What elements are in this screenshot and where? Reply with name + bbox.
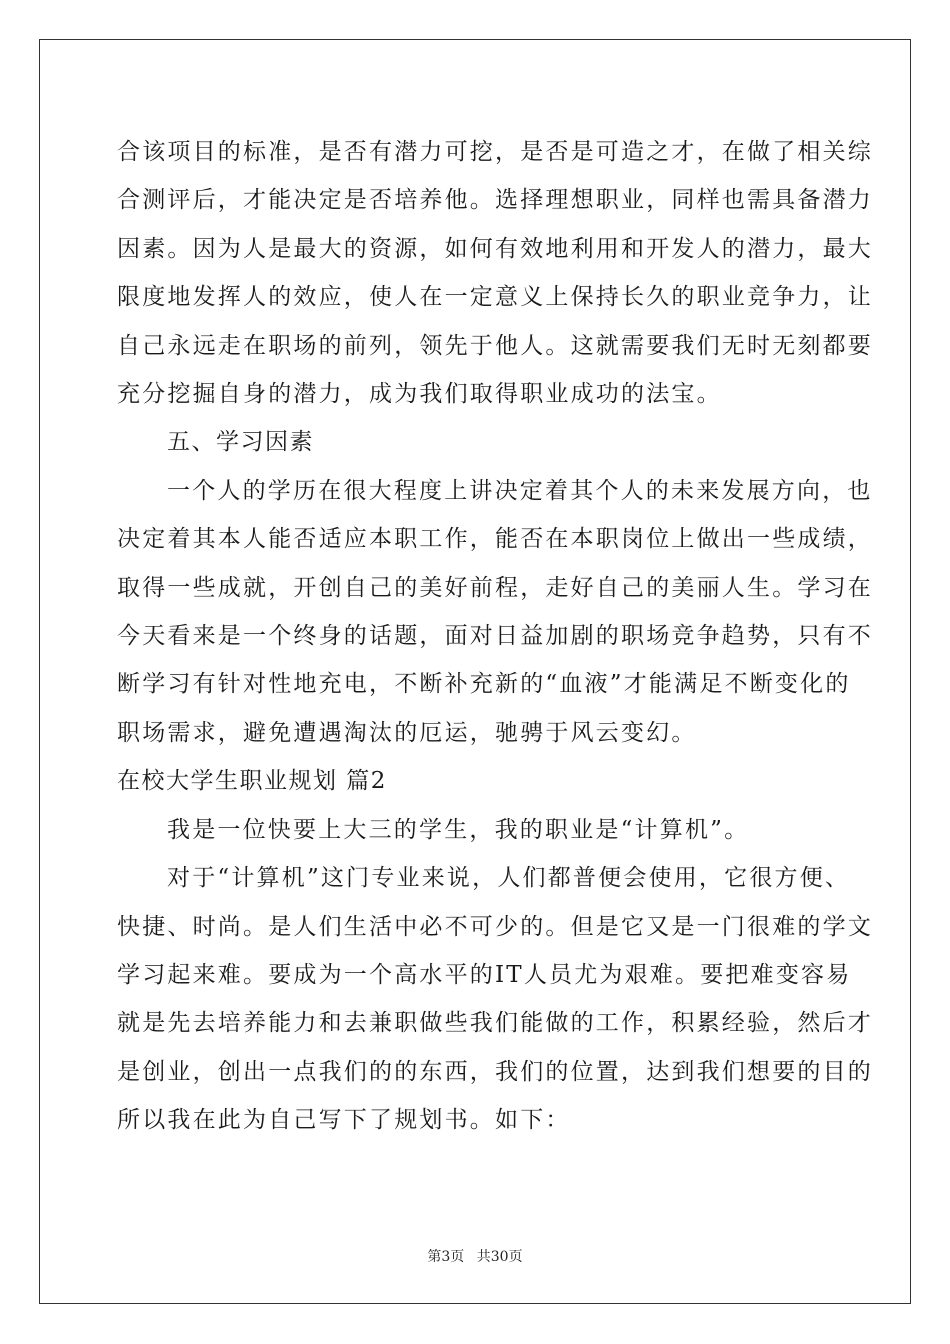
text-line: 决定着其本人能否适应本职工作，能否在本职岗位上做出一些成绩， (117, 526, 873, 553)
text-line: 职场需求，避免遭遇淘汰的厄运，驰骋于风云变幻。 (117, 719, 697, 746)
text-line: 一个人的学历在很大程度上讲决定着其个人的未来发展方向，也 (167, 477, 873, 504)
total-pages: 共30页 (476, 1249, 523, 1265)
chapter-heading: 在校大学生职业规划 篇2 (117, 768, 387, 795)
text-line: 快捷、时尚。是人们生活中必不可少的。但是它又是一门很难的学文 (117, 913, 873, 940)
text-line: 取得一些成就，开创自己的美好前程，走好自己的美丽人生。学习在 (117, 574, 873, 601)
text-line: 自己永远走在职场的前列，领先于他人。这就需要我们无时无刻都要 (117, 332, 873, 359)
text-line: 合该项目的标准，是否有潜力可挖，是否是可造之才，在做了相关综 (117, 139, 873, 165)
page-number: 第3页 (427, 1249, 465, 1265)
text-line: 今天看来是一个终身的话题，面对日益加剧的职场竞争趋势，只有不 (117, 623, 873, 650)
page-footer (0, 1246, 950, 1266)
text-line: 我是一位快要上大三的学生，我的职业是“计算机”。 (167, 816, 750, 843)
text-line: 就是先去培养能力和去兼职做些我们能做的工作，积累经验，然后才 (117, 1010, 873, 1037)
text-line: 所以我在此为自己写下了规划书。如下： (117, 1107, 571, 1134)
text-line: 合测评后，才能决定是否培养他。选择理想职业，同样也需具备潜力 (117, 187, 873, 214)
text-line: 因素。因为人是最大的资源，如何有效地利用和开发人的潜力，最大 (117, 235, 873, 262)
text-line: 对于“计算机”这门专业来说，人们都普便会使用，它很方便、 (167, 865, 851, 892)
text-line: 学习起来难。要成为一个高水平的IT人员尤为艰难。要把难变容易 (117, 961, 852, 988)
document-body (117, 128, 873, 1145)
section-heading: 五、学习因素 (167, 429, 314, 456)
text-line: 断学习有针对性地充电，不断补充新的“血液”才能满足不断变化的 (117, 671, 851, 698)
text-line: 限度地发挥人的效应，使人在一定意义上保持长久的职业竞争力，让 (117, 284, 873, 311)
text-line: 充分挖掘自身的潜力，成为我们取得职业成功的法宝。 (117, 381, 722, 408)
text-line: 是创业，创出一点我们的的东西，我们的位置，达到我们想要的目的 (117, 1058, 873, 1085)
